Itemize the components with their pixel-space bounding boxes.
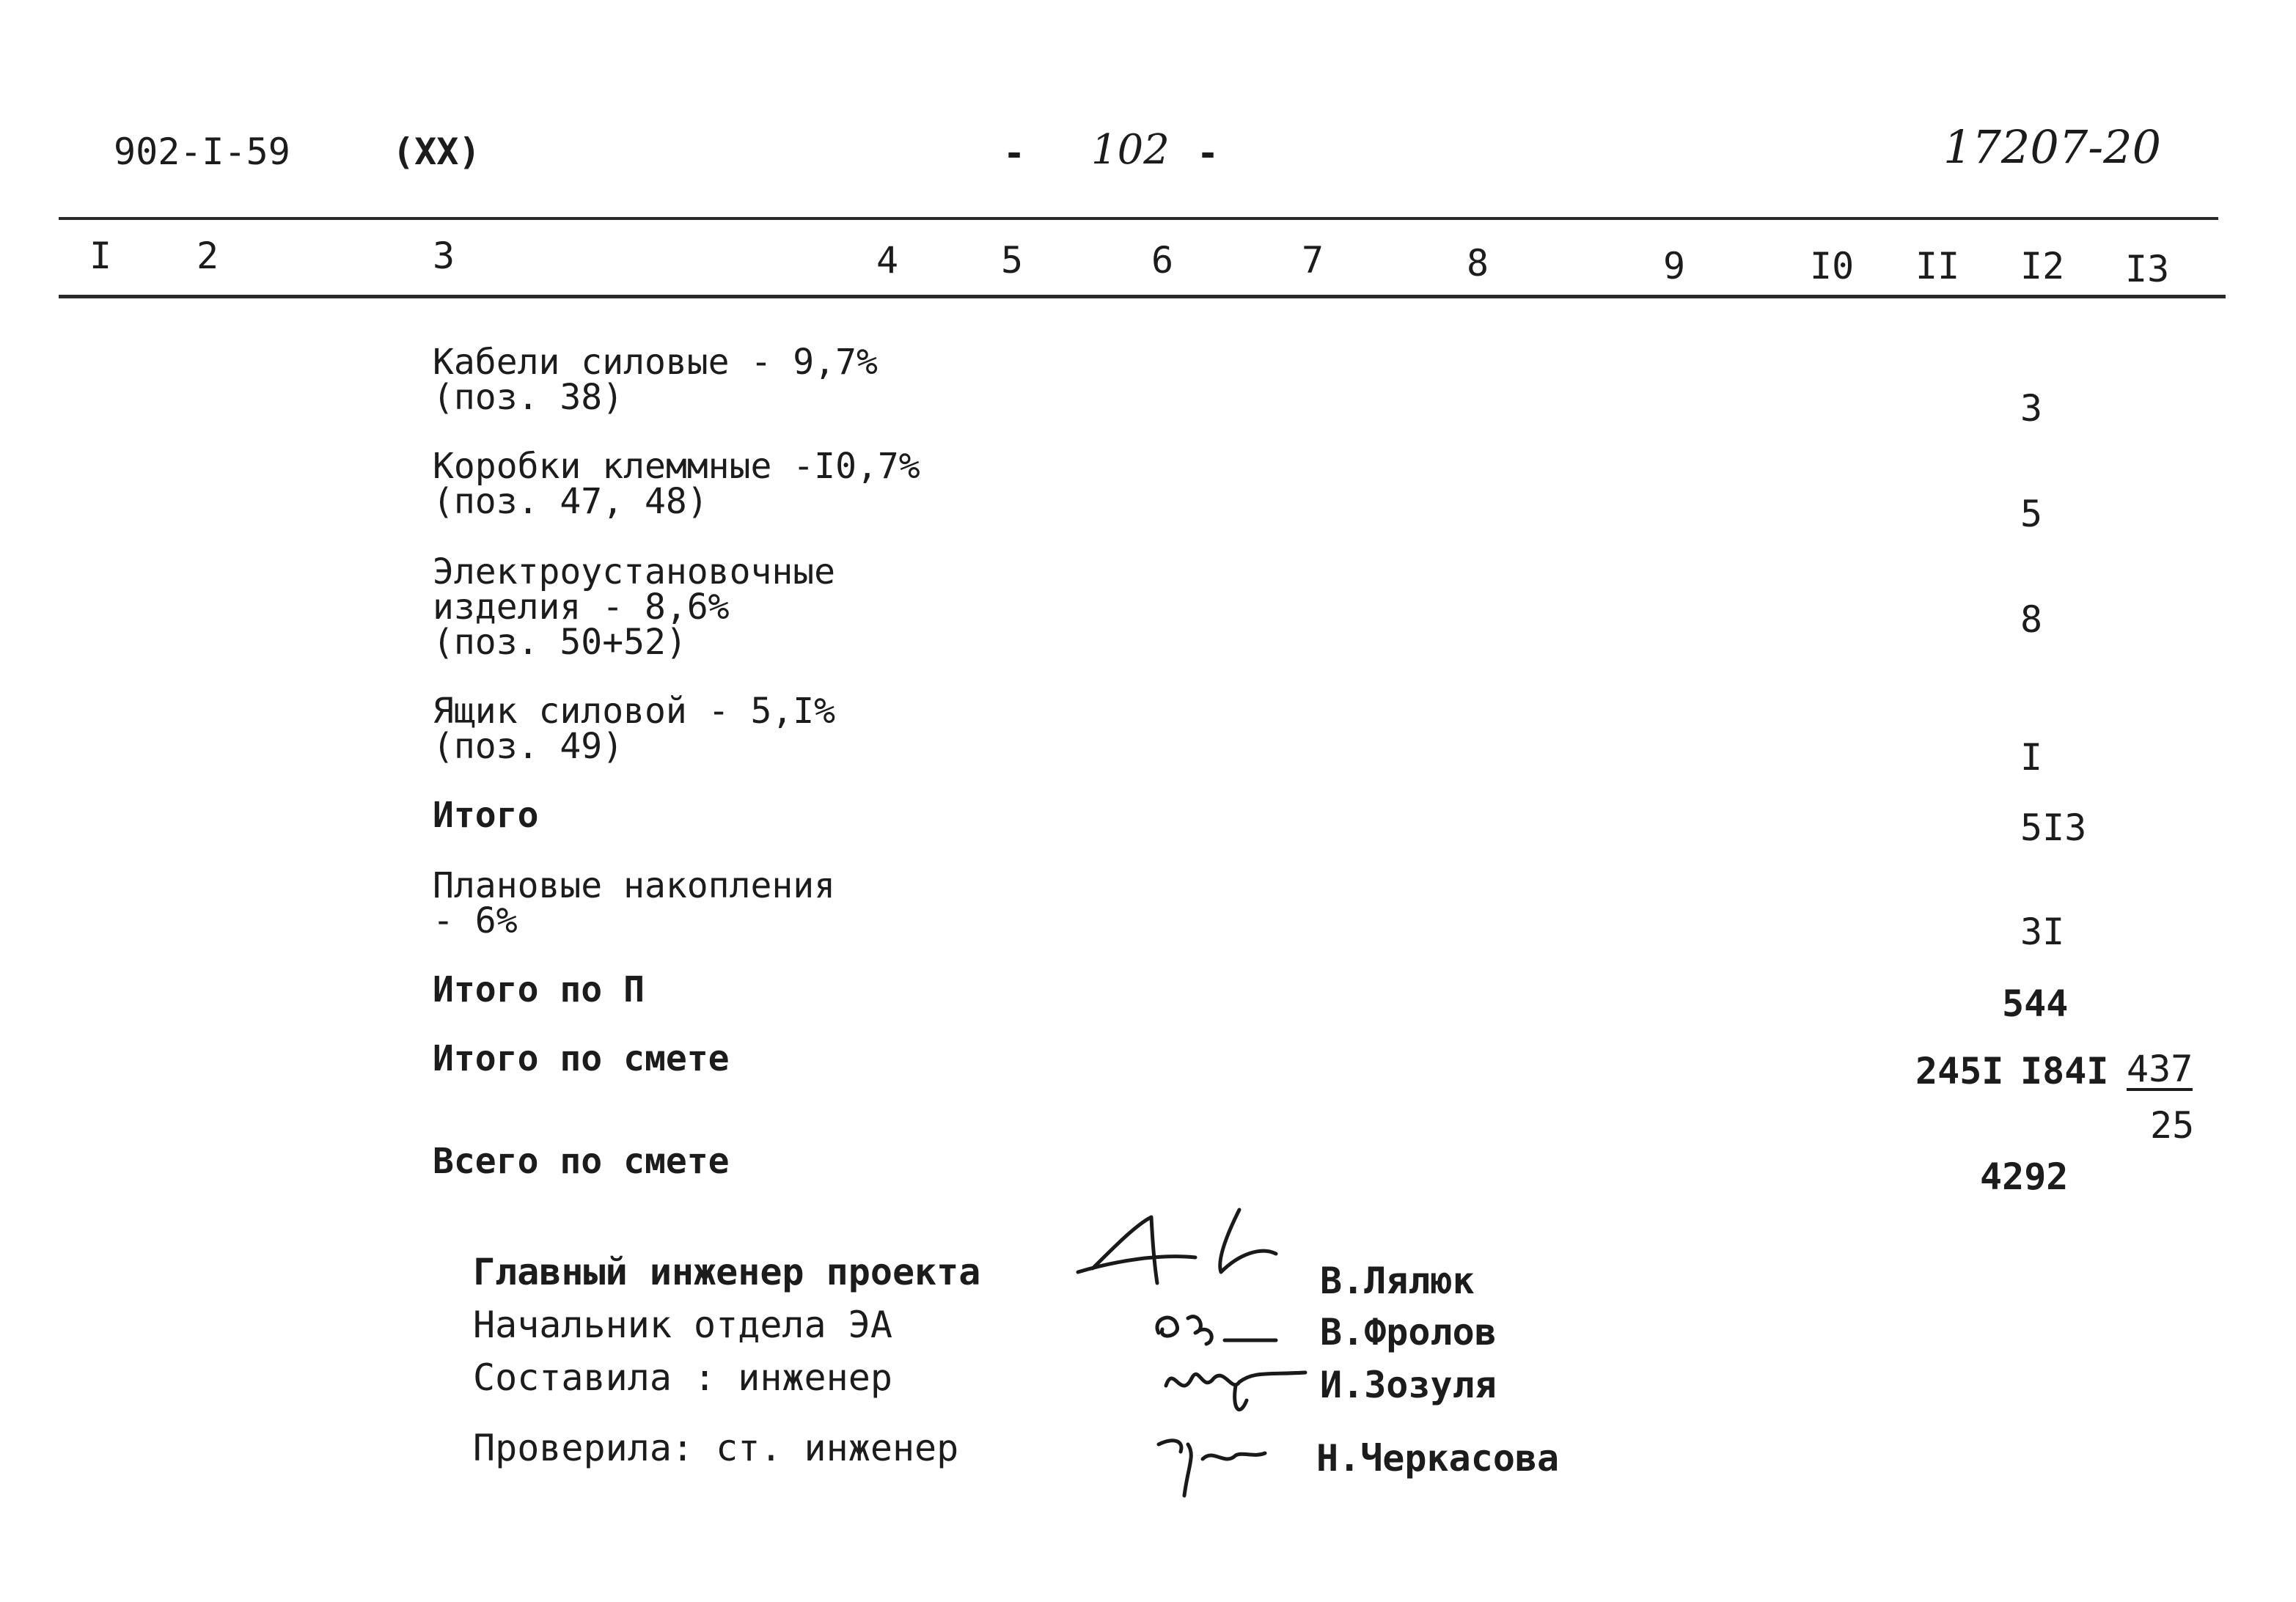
column-number: 4 — [876, 239, 899, 282]
signer-role: Проверила: ст. инженер — [473, 1427, 959, 1469]
column-number: 7 — [1302, 239, 1324, 282]
signer-role: Главный инженер проекта — [473, 1251, 981, 1293]
estimate-total-col13-top: 437 — [2127, 1048, 2193, 1090]
page-number: 102 — [1091, 126, 1170, 174]
estimate-total-col12: I84I — [2020, 1050, 2109, 1092]
grand-total-value: 4292 — [1980, 1155, 2069, 1198]
estimate-total-col11: 245I — [1915, 1050, 2004, 1092]
row-label-wiring-devices: Электроустановочные изделия - 8,6% (поз. 50+52) — [433, 551, 836, 663]
row-value-planned-savings: 3I — [2020, 911, 2065, 953]
column-number: 6 — [1151, 239, 1174, 282]
row-label-grand-total: Всего по смете — [433, 1141, 730, 1182]
row-value-total-section: 544 — [2002, 982, 2069, 1025]
table-top-rule — [59, 217, 2218, 220]
column-number: I0 — [1810, 245, 1855, 287]
row-label-power-cables: Кабели силовые - 9,7% (поз. 38) — [433, 342, 878, 418]
row-label-planned-savings: Плановые накопления - 6% — [433, 865, 836, 941]
signature-scribble — [1071, 1202, 1291, 1298]
signer-name: И.Зозуля — [1320, 1364, 1497, 1406]
column-number: 8 — [1467, 242, 1489, 284]
row-value-terminal-boxes: 5 — [2020, 493, 2043, 535]
page-dash-left: - — [1003, 132, 1026, 174]
row-value-power-cables: 3 — [2020, 387, 2043, 430]
column-number: 9 — [1663, 245, 1686, 287]
row-label-terminal-boxes: Коробки клеммные -I0,7% (поз. 47, 48) — [433, 446, 920, 522]
signer-name: В.Лялюк — [1320, 1260, 1475, 1302]
row-label-power-box: Ящик силовой - 5,I% (поз. 49) — [433, 691, 836, 767]
row-label-subtotal: Итого — [433, 795, 539, 836]
row-label-estimate-total: Итого по смете — [433, 1038, 730, 1079]
column-number: 2 — [197, 235, 219, 277]
signer-name: Н.Черкасова — [1316, 1437, 1560, 1480]
column-number: 5 — [1001, 239, 1024, 282]
estimate-total-col13-bottom: 25 — [2150, 1104, 2195, 1147]
table-header-bottom-rule — [59, 295, 2226, 298]
row-label-total-section: Итого по П — [433, 969, 645, 1010]
signer-role: Начальник отдела ЭА — [473, 1304, 892, 1346]
signature-scribble — [1144, 1415, 1276, 1510]
document-code: 902-I-59 — [114, 131, 290, 173]
sheet-number: 17207-20 — [1943, 120, 2162, 174]
page-dash-right: - — [1197, 132, 1219, 174]
column-number: II — [1915, 245, 1960, 287]
column-number: 3 — [433, 235, 455, 277]
signer-name: В.Фролов — [1320, 1311, 1497, 1353]
signer-role: Составила : инженер — [473, 1356, 892, 1399]
row-value-subtotal: 5I3 — [2020, 806, 2087, 849]
column-number: I3 — [2125, 248, 2170, 290]
column-number: I — [89, 235, 112, 277]
signature-scribble — [1144, 1296, 1291, 1355]
row-value-wiring-devices: 8 — [2020, 598, 2043, 641]
row-value-power-box: I — [2020, 736, 2043, 779]
column-number: I2 — [2020, 245, 2065, 287]
section-number: (XX) — [392, 131, 481, 173]
